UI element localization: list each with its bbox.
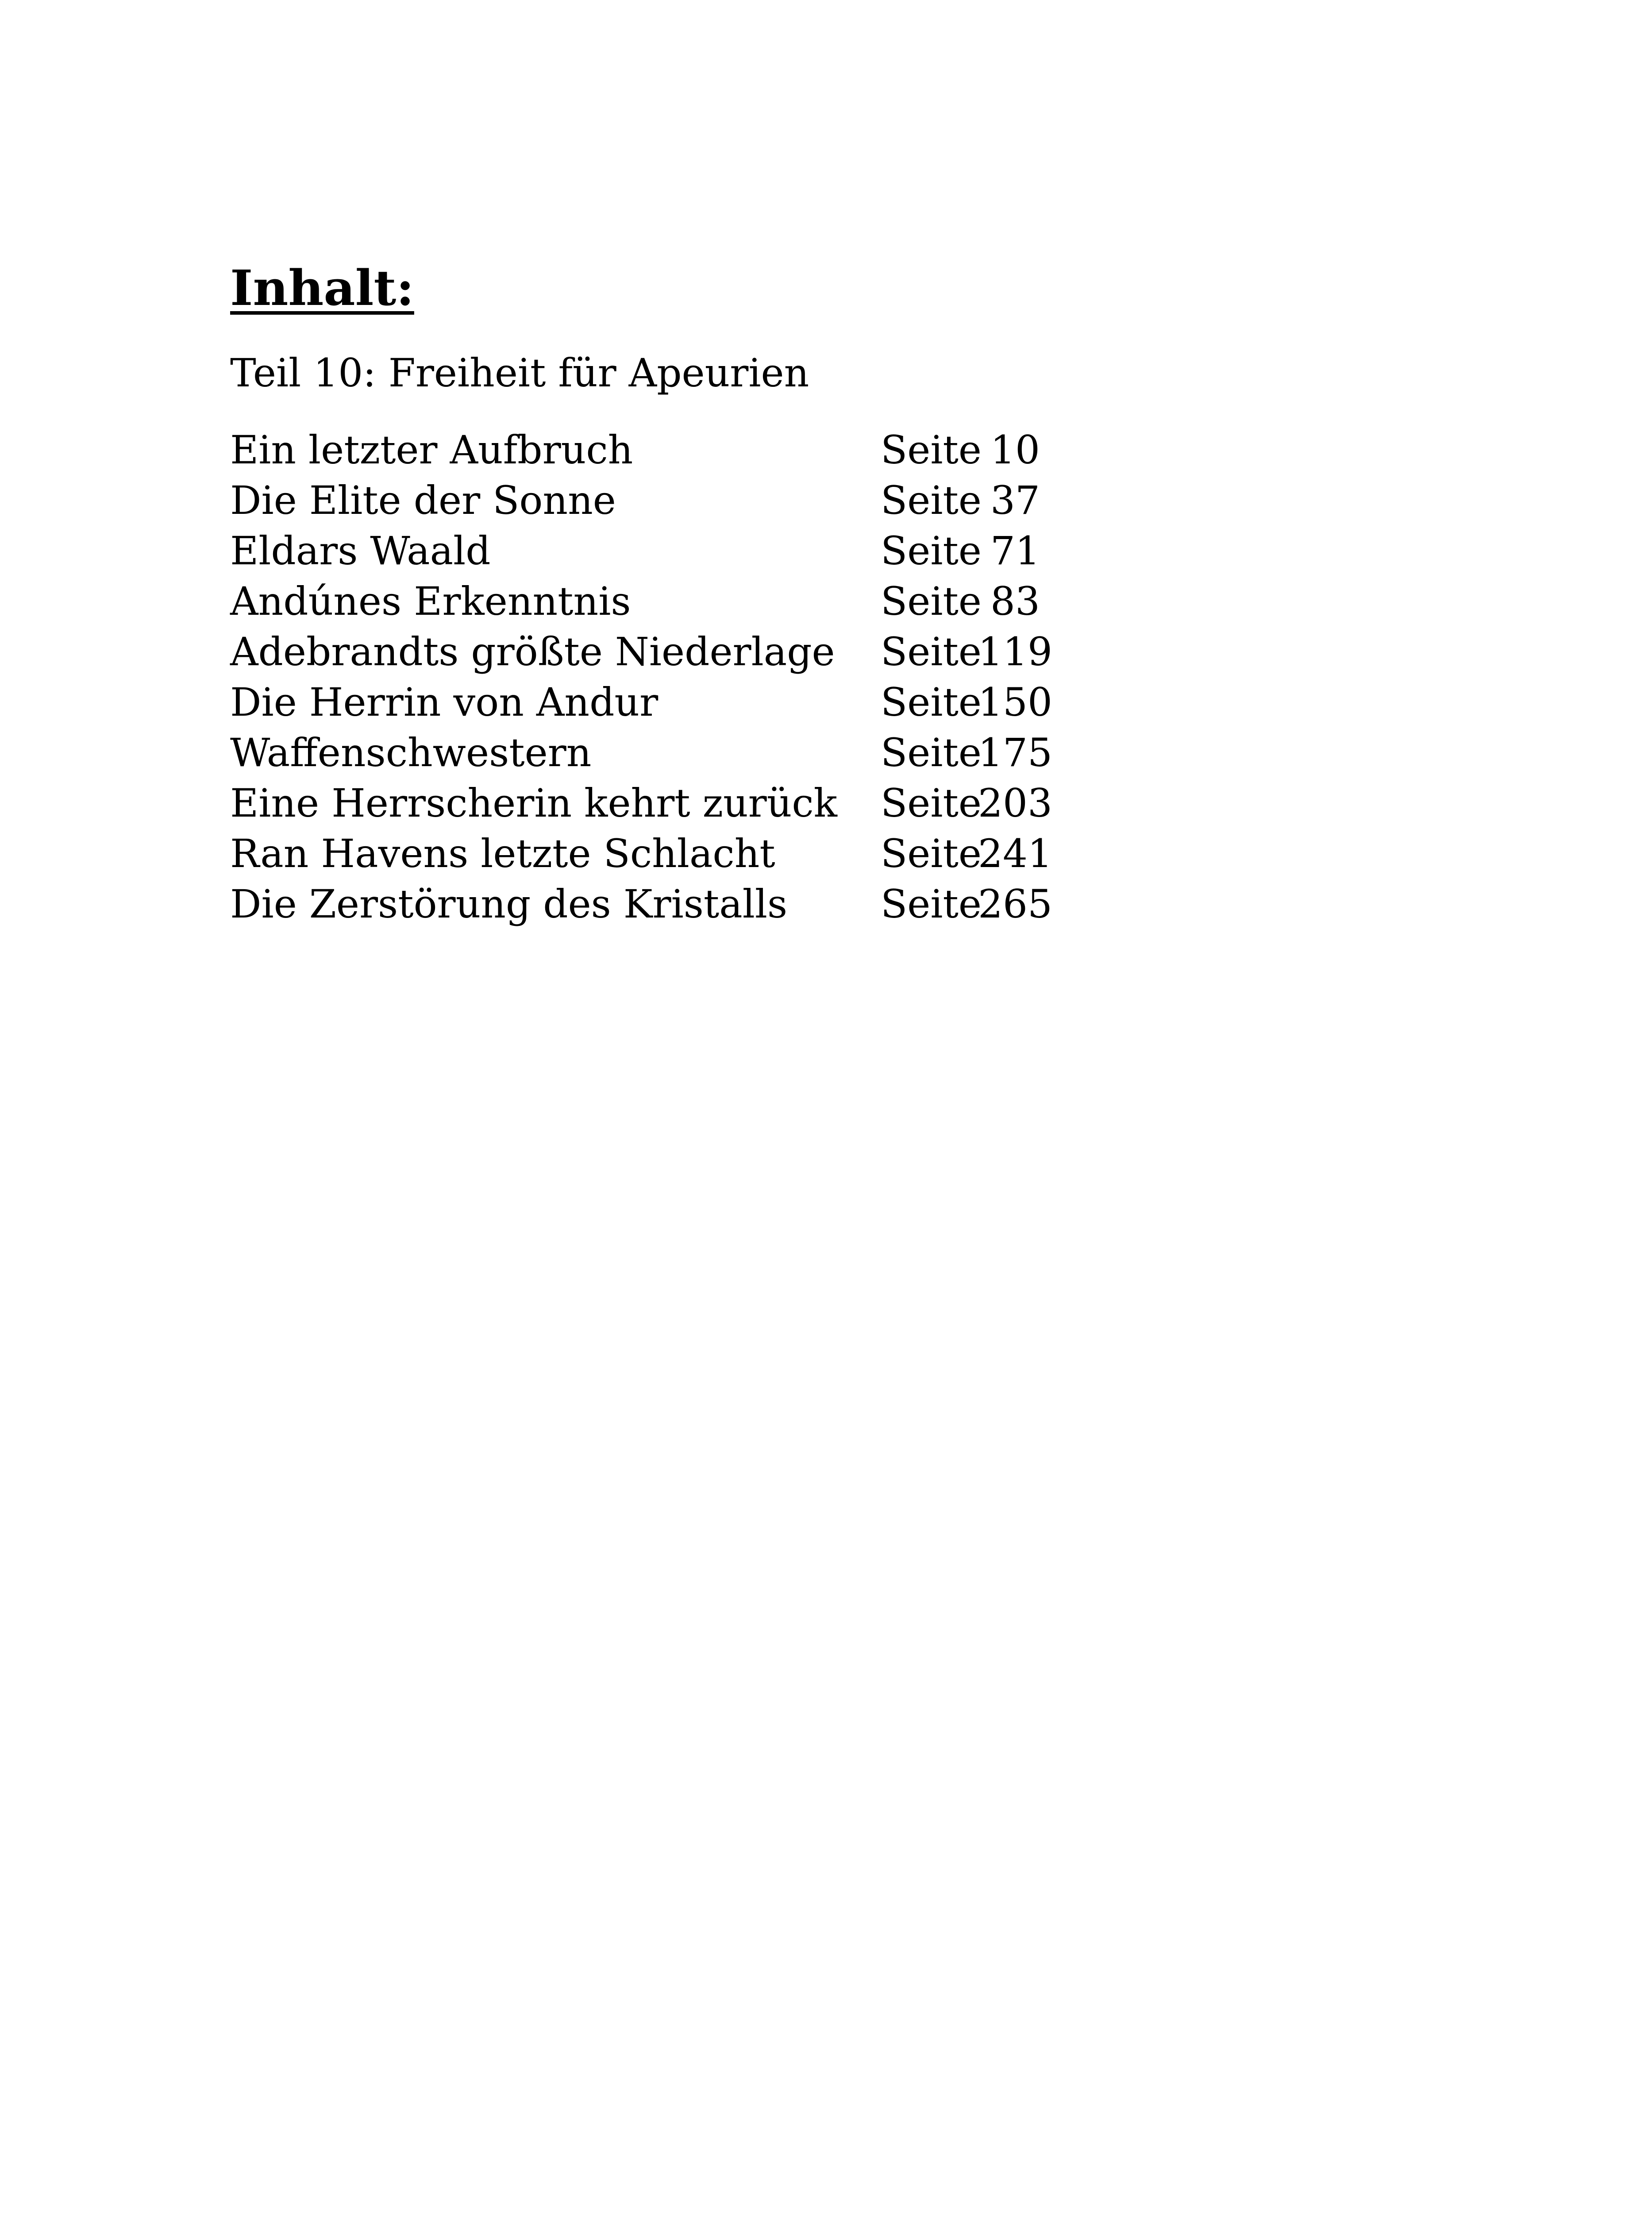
toc-chapter-title: Ein letzter Aufbruch	[230, 427, 633, 473]
toc-page-label: Seite	[881, 831, 982, 876]
toc-page-label: Seite	[881, 730, 982, 775]
toc-page-label: Seite	[881, 528, 982, 574]
toc-chapter-title: Adebrandts größte Niederlage	[230, 629, 835, 675]
toc-page-label: Seite	[881, 578, 982, 624]
part-title: Teil 10: Freiheit für Apeurien	[230, 350, 809, 396]
toc-page-label: Seite	[881, 881, 982, 927]
toc-chapter-title: Die Zerstörung des Kristalls	[230, 881, 788, 927]
toc-entry	[230, 576, 1040, 627]
toc-page-label: Seite	[881, 427, 982, 473]
toc-entry	[230, 475, 1040, 526]
table-of-contents	[230, 425, 1052, 929]
toc-page-number: 241	[978, 831, 1052, 876]
toc-chapter-title: Eine Herrscherin kehrt zurück	[230, 780, 837, 826]
toc-entry	[230, 627, 1052, 677]
toc-page-label: Seite	[881, 478, 982, 523]
toc-chapter-title: Ran Havens letzte Schlacht	[230, 831, 775, 876]
toc-page-number: 150	[978, 679, 1052, 725]
toc-page-number: 37	[990, 478, 1040, 523]
toc-page-number: 10	[990, 427, 1040, 473]
toc-page-number: 119	[978, 629, 1052, 675]
toc-chapter-title: Waffenschwestern	[230, 730, 592, 775]
toc-page-number: 175	[978, 730, 1052, 775]
toc-entry	[230, 526, 1040, 576]
toc-chapter-title: Andúnes Erkenntnis	[230, 578, 631, 624]
toc-chapter-title: Die Herrin von Andur	[230, 679, 658, 725]
toc-entry	[230, 879, 1052, 929]
toc-page-number: 83	[990, 578, 1040, 624]
toc-page-number: 265	[978, 881, 1052, 927]
toc-chapter-title: Eldars Waald	[230, 528, 491, 574]
toc-entry	[230, 425, 1040, 475]
toc-page-label: Seite	[881, 679, 982, 725]
toc-entry	[230, 677, 1052, 728]
toc-page-label: Seite	[881, 780, 982, 826]
toc-page-number: 203	[978, 780, 1052, 826]
toc-entry	[230, 728, 1052, 778]
toc-page-number: 71	[990, 528, 1040, 574]
toc-chapter-title: Die Elite der Sonne	[230, 478, 616, 523]
page-title: Inhalt:	[230, 259, 414, 316]
toc-page-label: Seite	[881, 629, 982, 675]
toc-entry	[230, 829, 1052, 879]
toc-entry	[230, 778, 1052, 829]
